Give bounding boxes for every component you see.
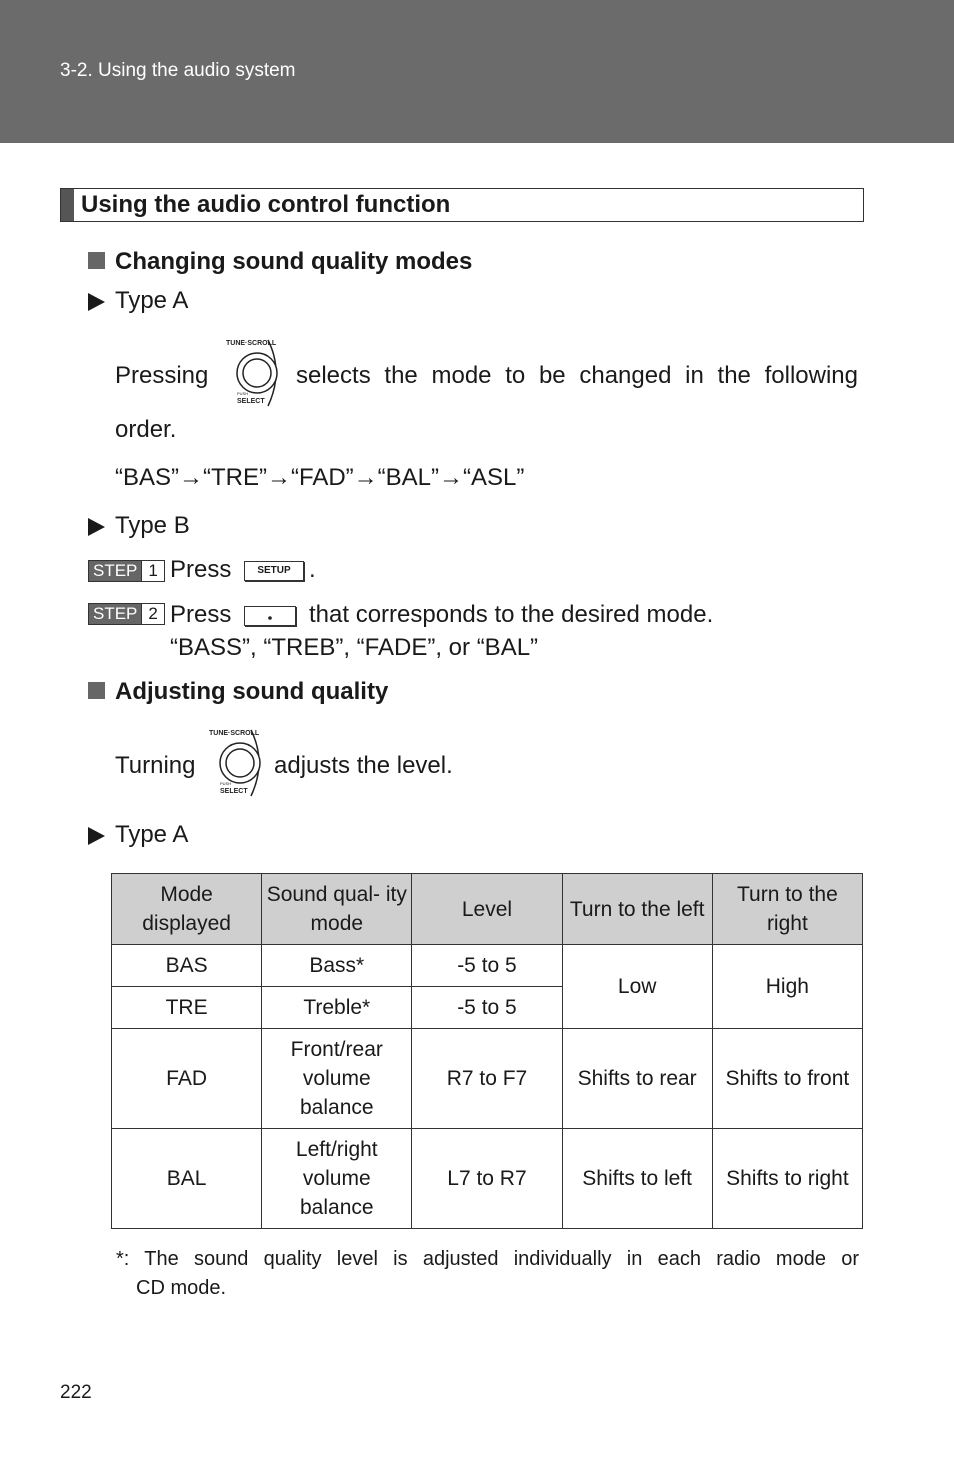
table-cell: Shifts to front <box>712 1029 862 1129</box>
type-a-label <box>88 287 188 315</box>
breadcrumb: 3-2. Using the audio system <box>60 60 296 81</box>
knob-select-label: SELECT <box>220 788 248 795</box>
table-cell: L7 to R7 <box>412 1129 562 1229</box>
table-row <box>112 1129 863 1229</box>
table-row <box>112 945 863 987</box>
column-header: Sound qual- ity mode <box>262 874 412 945</box>
column-header: Turn to the right <box>712 874 862 945</box>
column-header: Turn to the left <box>562 874 712 945</box>
footnote <box>116 1245 859 1303</box>
order-text: order. <box>115 416 177 443</box>
type-label-text: Type B <box>115 512 190 539</box>
knob-push-label: PUSH <box>237 391 249 396</box>
table-cell: BAS <box>112 945 262 987</box>
type-a-label-2 <box>88 821 188 849</box>
heading-text: Adjusting sound quality <box>115 678 389 705</box>
section-title: Using the audio control function <box>81 191 451 218</box>
type-b-label <box>88 512 190 540</box>
mode-select-button[interactable] <box>244 606 296 626</box>
table-cell: Treble* <box>262 987 412 1029</box>
table-cell: Bass* <box>262 945 412 987</box>
table-cell: -5 to 5 <box>412 987 562 1029</box>
step-2-options: “BASS”, “TREB”, “FADE”, or “BAL” <box>170 634 539 661</box>
section-accent <box>61 189 74 221</box>
mode-sequence: “BAS”→“TRE”→“FAD”→“BAL”→“ASL” <box>115 464 525 491</box>
knob-select-label: SELECT <box>237 398 265 405</box>
table-cell: Shifts to rear <box>562 1029 712 1129</box>
type-label-text: Type A <box>115 821 189 848</box>
footnote-line-1: *: The sound quality level is adjusted individually in each radio mode or <box>116 1248 859 1270</box>
table-cell: -5 to 5 <box>412 945 562 987</box>
table-cell: TRE <box>112 987 262 1029</box>
footnote-line-2: CD mode. <box>136 1277 227 1299</box>
square-bullet-icon <box>88 682 105 699</box>
table-cell: Front/rear volume balance <box>262 1029 412 1129</box>
adjusting-heading <box>88 678 388 706</box>
triangle-bullet-icon <box>88 827 105 845</box>
setup-button[interactable]: SETUP <box>244 561 304 581</box>
table-cell: High <box>712 945 862 1029</box>
step-2-badge <box>88 603 165 625</box>
column-header: Level <box>412 874 562 945</box>
step-1-badge <box>88 560 165 582</box>
square-bullet-icon <box>88 252 105 269</box>
page-header <box>0 0 954 143</box>
table-cell: FAD <box>112 1029 262 1129</box>
step-1-period: . <box>309 556 316 583</box>
table-row <box>112 1029 863 1129</box>
sound-quality-table <box>111 873 863 1229</box>
section-title-bar <box>60 188 864 222</box>
column-header: Mode displayed <box>112 874 262 945</box>
heading-text: Changing sound quality modes <box>115 248 473 275</box>
selects-mode-text: selects the mode to be changed in the following <box>296 362 858 389</box>
table-cell: Left/right volume balance <box>262 1129 412 1229</box>
tune-scroll-knob-icon <box>224 334 288 412</box>
adjusts-level-text: adjusts the level. <box>274 752 453 779</box>
changing-modes-heading <box>88 248 472 276</box>
page-number: 222 <box>60 1382 92 1403</box>
knob-top-label: TUNE·SCROLL <box>209 730 260 737</box>
pressing-text: Pressing <box>115 362 209 389</box>
table-cell: Shifts to left <box>562 1129 712 1229</box>
triangle-bullet-icon <box>88 518 105 536</box>
turning-text: Turning <box>115 752 196 779</box>
table-cell: Low <box>562 945 712 1029</box>
step-label: STEP <box>89 561 141 581</box>
type-label-text: Type A <box>115 287 189 314</box>
table-cell: Shifts to right <box>712 1129 862 1229</box>
step-2-tail: that corresponds to the desired mode. <box>309 601 714 628</box>
tune-scroll-knob-icon <box>207 724 271 802</box>
step-1-text: Press <box>170 556 232 583</box>
step-number: 1 <box>141 561 163 581</box>
triangle-bullet-icon <box>88 293 105 311</box>
table-cell: R7 to F7 <box>412 1029 562 1129</box>
knob-top-label: TUNE·SCROLL <box>226 340 277 347</box>
step-number: 2 <box>141 604 163 624</box>
table-header-row <box>112 874 863 945</box>
step-2-text: Press <box>170 601 232 628</box>
step-label: STEP <box>89 604 141 624</box>
table-cell: BAL <box>112 1129 262 1229</box>
knob-push-label: PUSH <box>220 781 232 786</box>
